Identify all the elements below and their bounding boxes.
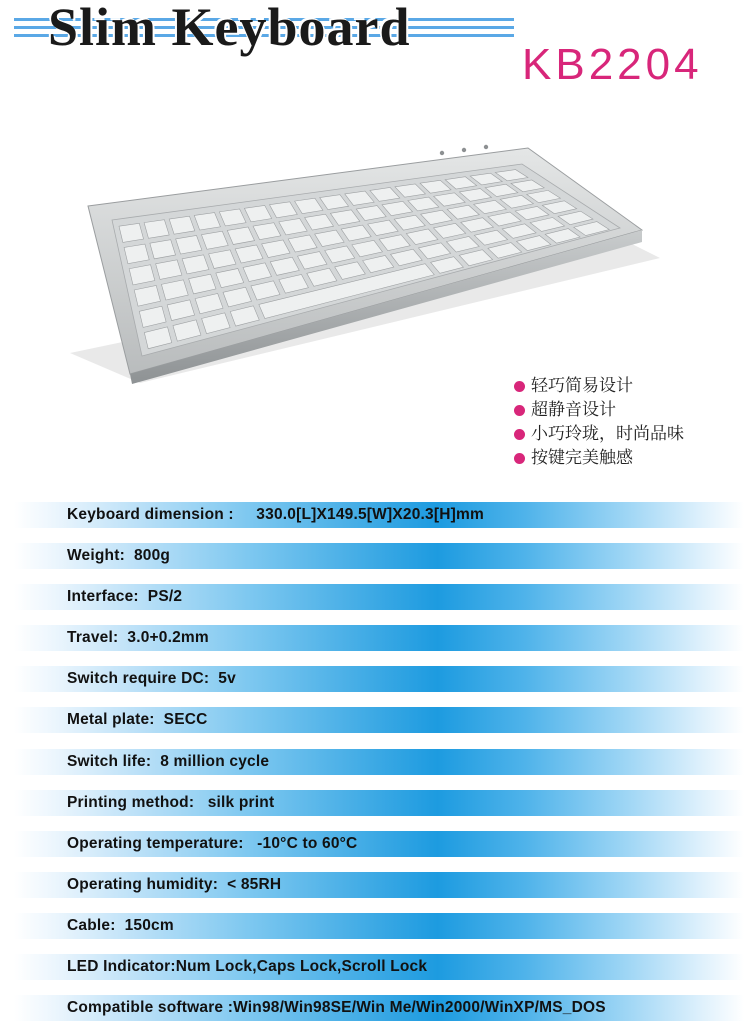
spec-list <box>14 502 744 1036</box>
feature-item <box>514 374 684 398</box>
feature-text: 轻巧简易设计 <box>531 376 633 396</box>
spec-printing: Printing method: silk print <box>67 793 275 811</box>
spec-humidity: Operating humidity: < 85RH <box>67 875 282 893</box>
feature-item <box>514 398 684 422</box>
spec-row <box>14 543 744 569</box>
spec-cable: Cable: 150cm <box>67 916 174 934</box>
feature-list <box>514 374 684 470</box>
spec-row <box>14 831 744 857</box>
feature-text: 超静音设计 <box>531 400 616 420</box>
feature-item <box>514 422 684 446</box>
spec-travel: Travel: 3.0+0.2mm <box>67 629 209 647</box>
spec-row <box>14 954 744 980</box>
spec-row <box>14 584 744 610</box>
model-number: KB2204 <box>522 40 703 89</box>
bullet-icon <box>514 405 525 416</box>
spec-metal-plate: Metal plate: SECC <box>67 711 208 729</box>
spec-temperature: Operating temperature: -10°C to 60°C <box>67 834 358 852</box>
slim-keyboard-icon <box>60 138 660 388</box>
bullet-icon <box>514 453 525 464</box>
spec-row <box>14 707 744 733</box>
spec-row <box>14 666 744 692</box>
keyboard-image <box>60 138 660 388</box>
spec-dimension: Keyboard dimension : 330.0[L]X149.5[W]X20.3[H]mm <box>67 506 484 523</box>
spec-row <box>14 913 744 939</box>
feature-text: 小巧玲珑，时尚品味 <box>531 424 684 444</box>
spec-switch-life: Switch life: 8 million cycle <box>67 752 270 770</box>
spec-row <box>14 749 744 775</box>
spec-row <box>14 502 744 528</box>
spec-weight: Weight: 800g <box>67 547 171 565</box>
spec-row <box>14 625 744 651</box>
spec-led: LED Indicator:Num Lock,Caps Lock,Scroll Lock <box>67 958 428 976</box>
spec-interface: Interface: PS/2 <box>67 588 183 606</box>
spec-software: Compatible software :Win98/Win98SE/Win Me/Win2000/WinXP/MS_DOS <box>67 999 606 1017</box>
spec-row <box>14 995 744 1021</box>
spec-switch-dc: Switch require DC: 5v <box>67 670 236 688</box>
feature-item <box>514 446 684 470</box>
product-title: Slim Keyboard <box>48 0 411 57</box>
bullet-icon <box>514 381 525 392</box>
feature-text: 按键完美触感 <box>531 448 633 468</box>
bullet-icon <box>514 429 525 440</box>
spec-row <box>14 872 744 898</box>
spec-row <box>14 790 744 816</box>
